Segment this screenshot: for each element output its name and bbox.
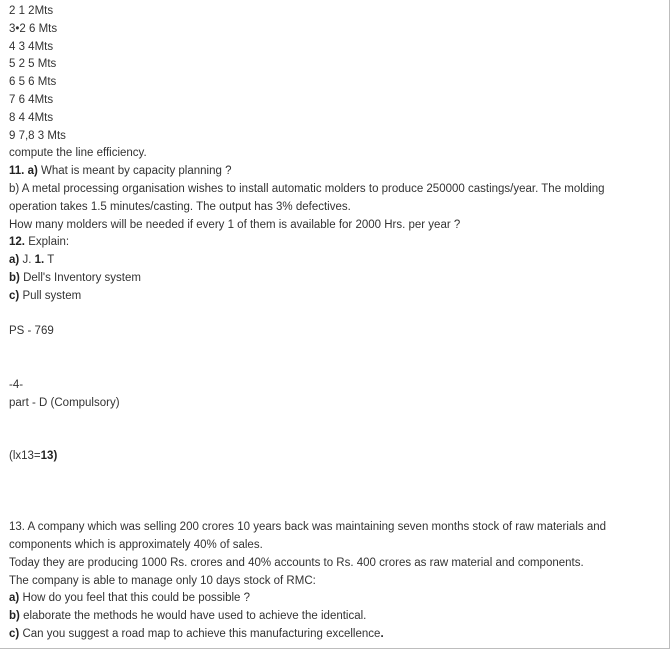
- q13-a-label: a): [9, 592, 20, 605]
- q12-c-text: Pull system: [22, 289, 82, 302]
- q11-a-text: What is meant by capacity planning ?: [41, 165, 232, 178]
- q12-heading-text: Explain:: [28, 236, 70, 249]
- q12-c: [9, 288, 669, 306]
- q12-number: 12.: [9, 236, 25, 249]
- paper-code: PS - 769: [9, 325, 54, 338]
- q12-a-bold: 1.: [34, 254, 45, 267]
- table-row: 4 3 4Mts: [9, 40, 54, 53]
- q11-b-line1: b) A metal processing organisation wishes to install automatic molders to produce 250000 castings/year. The molding: [9, 182, 605, 195]
- q13-b: [9, 608, 669, 626]
- table-row: 8 4 4Mts: [9, 111, 54, 124]
- q13-b-text: elaborate the methods he would have used to achieve the identical.: [23, 610, 367, 623]
- q12-b-text: Dell's Inventory system: [23, 271, 141, 284]
- q13-c: [9, 626, 669, 644]
- q13-a: [9, 590, 669, 608]
- q12-b-label: b): [9, 271, 20, 284]
- table-row: 2 1 2Mts: [9, 5, 54, 17]
- q13-a-text: How do you feel that this could be possible ?: [22, 592, 251, 605]
- section-heading: part - D (Compulsory): [9, 396, 120, 409]
- q11-b-line3: How many molders will be needed if every 1 of them is available for 2000 Hrs. per year ?: [9, 218, 461, 231]
- q13-b-label: b): [9, 610, 20, 623]
- q13-c-text: Can you suggest a road map to achieve this manufacturing excellence: [22, 627, 381, 640]
- q12-a-label: a): [9, 254, 20, 267]
- table-row: 9 7,8 3 Mts: [9, 129, 66, 142]
- q13-line3: Today they are producing 1000 Rs. crores and 40% accounts to Rs. 400 crores as raw material and components.: [9, 556, 584, 569]
- q11-a: [9, 163, 669, 181]
- q12-a-post: T: [47, 254, 55, 267]
- page-number: -4-: [9, 378, 24, 391]
- compute-instruction: compute the line efficiency.: [9, 147, 147, 160]
- table-row: 6 5 6 Mts: [9, 76, 57, 89]
- q11-b-line2: operation takes 1.5 minutes/casting. The output has 3% defectives.: [9, 200, 351, 213]
- marks-prefix: (lx13=: [9, 449, 41, 462]
- table-row: 3•2 6 Mts: [9, 22, 58, 35]
- marks-total: 13): [40, 449, 58, 462]
- q11-a-label: a): [27, 165, 38, 178]
- q13-line1: 13. A company which was selling 200 crores 10 years back was maintaining seven months stock of raw materials and: [9, 521, 607, 534]
- marks-note: [9, 448, 669, 466]
- table-row: 7 6 4Mts: [9, 93, 54, 106]
- q12-heading: [9, 234, 669, 252]
- q12-a: [9, 252, 669, 270]
- q12-a-pre: J.: [22, 254, 32, 267]
- q13-c-end: .: [380, 627, 384, 640]
- q12-c-label: c): [9, 289, 20, 302]
- q12-b: [9, 270, 669, 288]
- q13-c-label: c): [9, 627, 20, 640]
- q11-number: 11.: [9, 165, 25, 178]
- q13-line2: components which is approximately 40% of sales.: [9, 538, 263, 551]
- q13-line4: The company is able to manage only 10 days stock of RMC:: [9, 574, 316, 587]
- table-row: 5 2 5 Mts: [9, 58, 57, 71]
